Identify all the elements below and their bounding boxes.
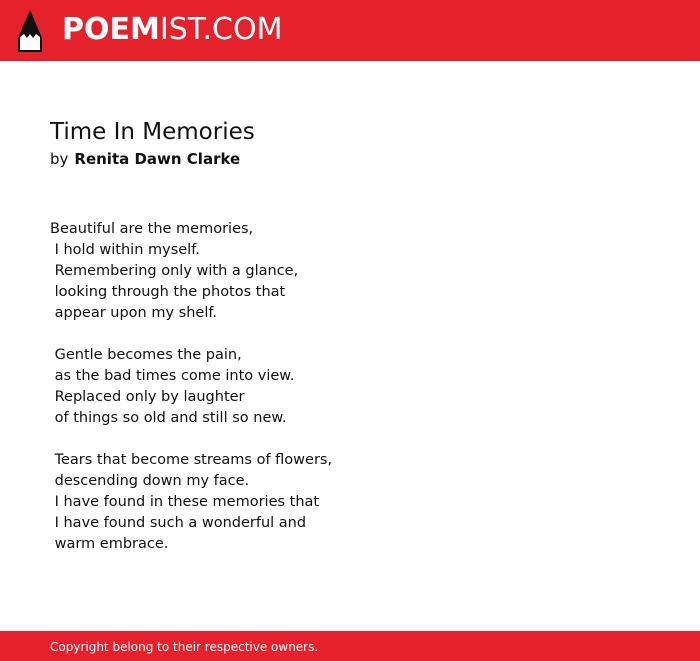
poem-body: Beautiful are the memories, I hold within myself. Remembering only with a glance, looking through the photos that appear upon my shelf. Gentle becomes the pain, as the bad times come into view. Replaced only by laughter of things so old and still so new. Tears that become streams of flowers, descending down my face. I have found in these memories that I have found such a wonderful and warm embrace. <box>50 221 333 552</box>
logo-bold-text: POEM <box>62 12 160 47</box>
by-label: by <box>50 150 69 168</box>
poem-title: Time In Memories <box>50 119 255 145</box>
site-footer <box>0 631 700 661</box>
site-header <box>0 0 700 61</box>
site-logo[interactable] <box>62 11 282 49</box>
pencil-tip-icon <box>18 10 42 52</box>
author-name: Renita Dawn Clarke <box>74 150 241 168</box>
byline <box>50 148 240 170</box>
copyright-text: Copyright belong to their respective owners. <box>50 640 319 654</box>
logo-light-text: IST.COM <box>159 12 283 47</box>
